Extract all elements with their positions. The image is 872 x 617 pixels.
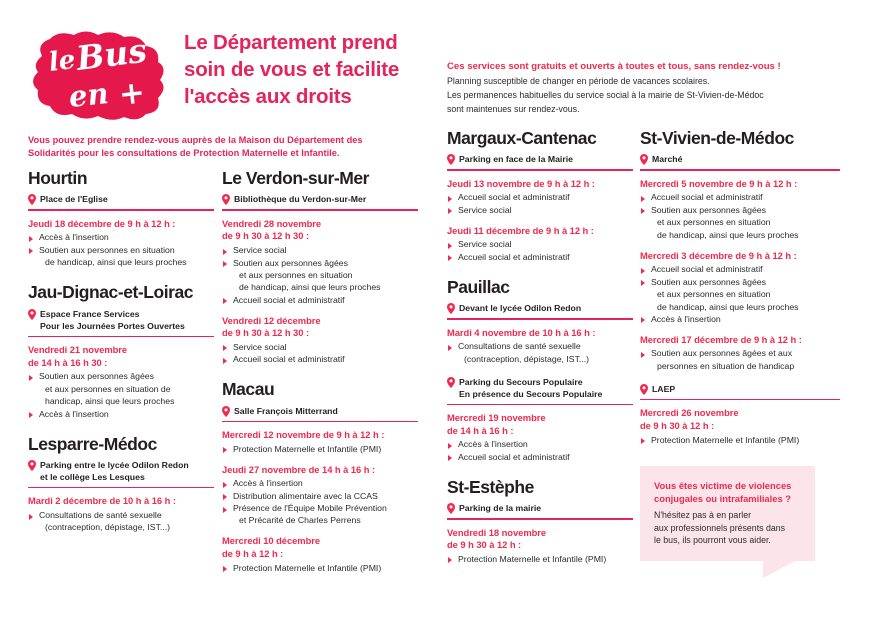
session-date (640, 178, 840, 191)
session-item: Accueil social et administratif (447, 252, 633, 264)
session-item: Service social (447, 205, 633, 217)
session-date-line: de 14 h à 16 h : (447, 424, 514, 436)
violence-help-callout (640, 466, 815, 561)
venue-line: Parking de la mairie (459, 503, 542, 514)
session-item: et aux personnes en situation (657, 289, 771, 300)
session-block (222, 464, 418, 528)
venue-line: Place de l'Eglise (40, 194, 108, 205)
venue-group (28, 193, 214, 269)
session-item: Accueil social et administratif (447, 192, 633, 204)
session-block (640, 250, 840, 326)
session-block (640, 407, 840, 446)
session-item: Service social (222, 245, 418, 257)
section-divider (447, 318, 633, 320)
venue (28, 193, 214, 205)
session-date-line: Jeudi 27 novembre de 14 h à 16 h : (222, 463, 376, 475)
session-item: Consultations de santé sexuelle (447, 341, 633, 353)
session-item: de handicap, ainsi que leurs proches (45, 257, 187, 268)
venue-name (40, 459, 189, 483)
session-date-line: Jeudi 13 novembre de 9 h à 12 h : (447, 177, 595, 189)
section-divider (28, 487, 214, 489)
session-item: de handicap, ainsi que leurs proches (239, 282, 381, 293)
session-item: Soutien aux personnes âgées (28, 371, 214, 383)
town-block (222, 168, 418, 366)
session-block (447, 527, 633, 566)
session-item: Accès à l'insertion (222, 478, 418, 490)
session-date (222, 535, 418, 560)
session-item: Soutien aux personnes âgées (640, 277, 840, 289)
town-name: Le Verdon-sur-Mer (222, 168, 369, 188)
page-title: Le Département prend soin de vous et facilite l'accès aux droits (184, 31, 400, 108)
venue (28, 308, 214, 332)
venue-name (459, 302, 581, 314)
session-date-line: Jeudi 18 décembre de 9 h à 12 h : (28, 217, 176, 229)
callout-line: aux professionnels présents dans (654, 522, 786, 533)
notice-line: sont maintenues sur rendez-vous. (447, 103, 580, 114)
location-pin-icon (222, 406, 230, 417)
svg-text:le: le (47, 44, 78, 78)
session-date-line: Vendredi 18 novembre (447, 526, 547, 538)
session-block (447, 327, 633, 366)
town-block (447, 128, 633, 264)
venue-line: Espace France Services (40, 308, 140, 319)
session-item: (contraception, dépistage, IST...) (45, 522, 171, 533)
venue-group (222, 193, 418, 366)
session-item: Accueil social et administratif (640, 192, 840, 204)
notice-lead: Ces services sont gratuits et ouverts à toutes et tous, sans rendez-vous ! (447, 61, 781, 72)
session-date (447, 178, 633, 191)
session-item: et aux personnes en situation (657, 217, 771, 228)
session-item: Soutien aux personnes âgées (222, 258, 418, 270)
venue-name (234, 405, 338, 417)
session-date (640, 334, 840, 347)
town-block (447, 477, 633, 566)
session-date (447, 327, 633, 340)
schedule-column-2 (222, 168, 418, 588)
venue-name (652, 383, 675, 395)
session-item: Consultations de santé sexuelle (28, 510, 214, 522)
venue-group (447, 153, 633, 263)
session-item: Protection Maternelle et Infantile (PMI) (222, 563, 418, 575)
session-item: Présence de l'Équipe Mobile Prévention (222, 503, 418, 515)
session-item: Protection Maternelle et Infantile (PMI) (447, 554, 633, 566)
session-block (28, 495, 214, 534)
session-date (28, 218, 214, 231)
section-divider (28, 209, 214, 211)
session-block (640, 178, 840, 242)
session-block (447, 412, 633, 464)
session-date-line: Mercredi 5 novembre de 9 h à 12 h : (640, 177, 798, 189)
session-item: de handicap, ainsi que leurs proches (657, 301, 799, 312)
town-name: Lesparre-Médoc (28, 433, 157, 454)
notice-line: Planning susceptible de changer en période de vacances scolaires. (447, 76, 710, 87)
section-divider (447, 404, 633, 406)
session-date-line: de 14 h à 16 h 30 : (28, 356, 108, 368)
schedule-column-1 (28, 168, 214, 547)
location-pin-icon (222, 194, 230, 205)
session-item: Accès à l'insertion (28, 232, 214, 244)
session-item: Accès à l'insertion (447, 439, 633, 451)
session-item: handicap, ainsi que leurs proches (45, 396, 175, 407)
session-item: Distribution alimentaire avec la CCAS (222, 491, 418, 503)
session-item: (contraception, dépistage, IST...) (464, 353, 590, 364)
session-item: Service social (222, 342, 418, 354)
session-date (28, 495, 214, 508)
town-block (28, 434, 214, 535)
session-block (222, 218, 418, 307)
location-pin-icon (640, 154, 648, 165)
town-name: St-Estèphe (447, 476, 534, 497)
notice-line: Les permanences habituelles du service social à la mairie de St-Vivien-de-Médoc (447, 90, 764, 101)
session-item: de handicap, ainsi que leurs proches (657, 229, 799, 240)
session-item: personnes en situation de handicap (657, 360, 795, 371)
session-block (222, 429, 418, 456)
session-block (28, 344, 214, 420)
location-pin-icon (447, 503, 455, 514)
venue-group (640, 383, 840, 447)
town-block (28, 168, 214, 269)
svg-text:Bus: Bus (74, 30, 149, 78)
town-name: St-Vivien-de-Médoc (640, 128, 794, 148)
session-date-line: de 9 h 30 à 12 h : (447, 539, 522, 551)
session-date-line: de 9 h 30 à 12 h 30 : (222, 327, 310, 339)
location-pin-icon (28, 194, 36, 205)
session-date-line: Mercredi 12 novembre de 9 h à 12 h : (222, 429, 385, 441)
session-date-line: Mercredi 17 décembre de 9 h à 12 h : (640, 333, 802, 345)
session-date (222, 464, 418, 477)
session-date (447, 527, 633, 552)
session-date-line: Vendredi 21 novembre (28, 344, 128, 356)
session-block (222, 315, 418, 367)
section-divider (447, 169, 633, 171)
venue (222, 405, 418, 417)
services-notice (447, 60, 847, 116)
session-block (447, 178, 633, 217)
venue (447, 302, 633, 314)
venue (447, 376, 633, 400)
session-item: Soutien aux personnes âgées (640, 205, 840, 217)
session-date-line: de 9 h 30 à 12 h 30 : (222, 230, 310, 242)
section-divider (222, 209, 418, 211)
venue-line: Devant le lycée Odilon Redon (459, 303, 582, 314)
schedule-column-4 (640, 128, 840, 460)
callout-tail (763, 560, 797, 578)
venue-name (234, 193, 366, 205)
callout-line: N'hésitez pas à en parler (654, 509, 752, 520)
venue-line: LAEP (652, 383, 676, 394)
session-date-line: Vendredi 12 décembre (222, 314, 321, 326)
venue (640, 383, 840, 395)
venue (28, 459, 214, 483)
session-date-line: de 9 h 30 à 12 h : (640, 420, 715, 431)
session-item: Soutien aux personnes âgées et aux (640, 348, 840, 360)
svg-text:+: + (117, 74, 147, 113)
town-block (640, 128, 840, 447)
venue-name (459, 502, 541, 514)
town-name: Pauillac (447, 276, 510, 297)
venue-group (640, 153, 840, 373)
section-divider (28, 336, 214, 338)
venue-group (28, 308, 214, 421)
location-pin-icon (447, 303, 455, 314)
session-date-line: Mercredi 26 novembre (640, 407, 739, 419)
session-date (447, 225, 633, 238)
header-subtitle: Vous pouvez prendre rendez-vous auprès de la Maison du Département des Solidarités pour les consultations de Protection Maternelle et Infantile. (28, 135, 363, 159)
le-bus-en-plus-logo (28, 26, 176, 124)
location-pin-icon (447, 377, 455, 388)
venue-group (447, 302, 633, 366)
callout-body (640, 466, 815, 561)
venue (222, 193, 418, 205)
venue-name (652, 153, 682, 165)
session-date (640, 407, 840, 432)
venue-line: et le collège Les Lesques (40, 471, 145, 482)
venue-group (447, 376, 633, 464)
session-date (222, 429, 418, 442)
town-name: Macau (222, 379, 275, 400)
venue-group (28, 459, 214, 535)
town-block (447, 277, 633, 464)
session-date-line: Mardi 4 novembre de 10 h à 16 h : (447, 326, 596, 338)
session-block (28, 218, 214, 269)
venue-group (222, 405, 418, 575)
venue-name (40, 308, 185, 332)
session-date-line: Mercredi 10 décembre (222, 535, 321, 547)
venue-line: Pour les Journées Portes Ouvertes (40, 320, 185, 331)
venue-group (447, 502, 633, 566)
section-divider (222, 421, 418, 423)
session-item: Service social (447, 239, 633, 251)
venue-name (459, 376, 602, 400)
section-divider (447, 518, 633, 520)
session-item: Protection Maternelle et Infantile (PMI) (222, 444, 418, 456)
session-item: Soutien aux personnes en situation (28, 245, 214, 257)
session-item: Protection Maternelle et Infantile (PMI) (640, 435, 840, 447)
session-date-line: Jeudi 11 décembre de 9 h à 12 h : (447, 224, 594, 236)
session-item: Accès à l'insertion (28, 409, 214, 421)
venue-name (459, 153, 573, 165)
location-pin-icon (447, 154, 455, 165)
location-pin-icon (28, 309, 36, 320)
venue-line: Parking du Secours Populaire (459, 376, 583, 387)
session-date-line: Vendredi 28 novembre (222, 217, 322, 229)
venue (640, 153, 840, 165)
session-date-line: de 9 h à 12 h : (222, 548, 284, 559)
session-item: Accès à l'insertion (640, 314, 840, 326)
town-name: Margaux-Cantenac (447, 128, 597, 148)
town-name: Hourtin (28, 168, 88, 188)
venue-line: Salle François Mitterrand (234, 405, 338, 416)
session-item: Accueil social et administratif (222, 295, 418, 307)
session-date-line: Mercredi 19 novembre (447, 412, 546, 424)
session-date (447, 412, 633, 437)
venue-line: Marché (652, 154, 683, 165)
session-item: Accueil social et administratif (640, 264, 840, 276)
venue (447, 502, 633, 514)
venue-line: Bibliothèque du Verdon-sur-Mer (234, 194, 367, 205)
session-date (640, 250, 840, 263)
town-block (222, 379, 418, 574)
session-item: et aux personnes en situation de (45, 383, 171, 394)
schedule-column-3 (447, 128, 633, 579)
callout-line: le bus, ils pourront vous aider. (654, 535, 771, 546)
session-date (28, 344, 214, 369)
session-block (640, 334, 840, 373)
session-item: et aux personnes en situation (239, 269, 353, 280)
session-item: Accueil social et administratif (447, 452, 633, 464)
session-block (447, 225, 633, 264)
section-divider (640, 399, 840, 401)
venue-line: Parking entre le lycée Odilon Redon (40, 459, 189, 470)
header (28, 22, 428, 159)
svg-text:en: en (67, 76, 111, 114)
session-date (222, 218, 418, 243)
location-pin-icon (640, 384, 648, 395)
venue-line: Parking en face de la Mairie (459, 154, 573, 165)
town-block (28, 282, 214, 420)
location-pin-icon (28, 460, 36, 471)
section-divider (640, 169, 840, 171)
venue-name (40, 193, 108, 205)
session-date-line: Mercredi 3 décembre de 9 h à 12 h : (640, 249, 797, 261)
session-date (222, 315, 418, 340)
session-item: et Précarité de Charles Perrens (239, 515, 361, 526)
session-item: Accueil social et administratif (222, 354, 418, 366)
session-block (222, 535, 418, 574)
session-date-line: Mardi 2 décembre de 10 h à 16 h : (28, 495, 176, 507)
venue-line: En présence du Secours Populaire (459, 388, 603, 399)
callout-title: Vous êtes victime de violences conjugales ou intrafamiliales ? (654, 480, 792, 505)
venue (447, 153, 633, 165)
town-name: Jau-Dignac-et-Loirac (28, 282, 194, 303)
